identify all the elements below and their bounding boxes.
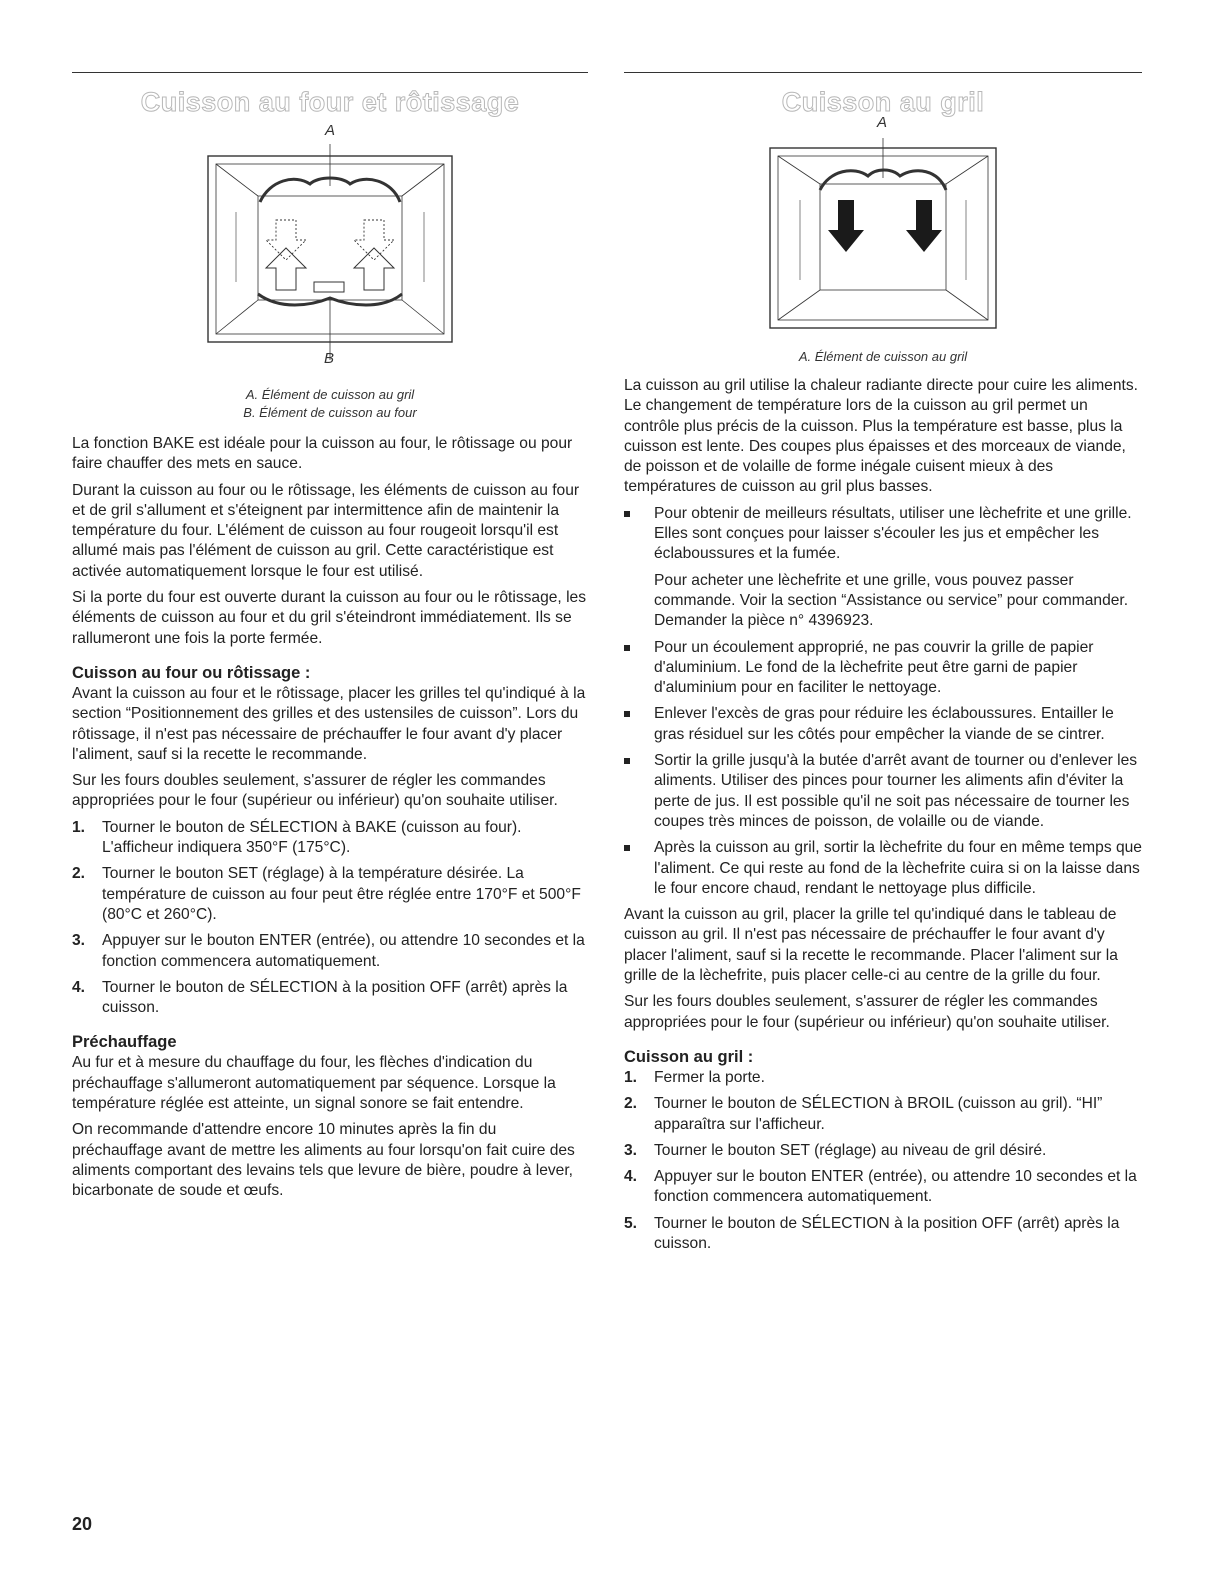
figure-label-b: B bbox=[324, 350, 335, 367]
intro-paragraph: Durant la cuisson au four ou le rôtissage, les éléments de cuisson au four et de gril s'allument et s'éteignent par intermittence afin de maintenir la température du four. L'élément de cuisson au four rougeoit lorsqu'il est allumé mais pas l'élément de cuisson au gril. Cette caractéristique est activée automatiquement lorsque le four est utilisé. bbox=[72, 481, 580, 580]
bullet-square-icon bbox=[624, 758, 630, 764]
step-text: Tourner le bouton de SÉLECTION à BAKE (cuisson au four). L'afficheur indiquera 350°F (175°C). bbox=[102, 818, 522, 857]
bullet-item bbox=[624, 638, 1142, 699]
broil-paragraph: Avant la cuisson au gril, placer la grille tel qu'indiqué dans le tableau de cuisson au gril. Il n'est pas nécessaire de préchauffer le four avant d'y placer l'aliment, sauf si la recette le recommande. Placer l'aliment sur la grille de la lèchefrite, puis placer celle-ci au centre de la grille du four. bbox=[624, 906, 1118, 985]
bullet-item bbox=[624, 504, 1142, 632]
broil-figure bbox=[758, 114, 1008, 342]
top-rule bbox=[624, 72, 1142, 73]
bullet-extra-text: Pour acheter une lèchefrite et une grille, vous pouvez passer commande. Voir la section “Assistance ou service” pour commander. Demander la pièce n° 4396923. bbox=[654, 571, 1129, 630]
figure-label-a: A bbox=[325, 122, 336, 139]
step-item bbox=[624, 1214, 1142, 1255]
step-text: Fermer la porte. bbox=[654, 1068, 765, 1086]
step-item bbox=[624, 1167, 1142, 1208]
step-text: Tourner le bouton de SÉLECTION à BROIL (cuisson au gril). “HI” apparaîtra sur l'afficheur. bbox=[654, 1095, 1103, 1133]
step-number: 5. bbox=[624, 1214, 638, 1232]
bullet-text: Sortir la grille jusqu'à la butée d'arrêt avant de tourner ou d'enlever les aliments. Utiliser des pinces pour tourner les aliments afin d'éviter la perte de jus. Il est possible qu'il ne soit pas nécessaire de tourner les coupes très minces de poisson, de volaille ou de viande. bbox=[654, 752, 1138, 830]
step-number: 2. bbox=[624, 1095, 638, 1113]
step-text: Appuyer sur le bouton ENTER (entrée), ou attendre 10 secondes et la fonction commencera automatiquement. bbox=[654, 1168, 1137, 1206]
section-title-bake: Cuisson au four et rôtissage bbox=[140, 87, 520, 117]
bullet-item bbox=[624, 704, 1142, 745]
bullet-square-icon bbox=[624, 511, 630, 517]
step-text: Tourner le bouton de SÉLECTION à la position OFF (arrêt) après la cuisson. bbox=[654, 1214, 1120, 1252]
step-number: 2. bbox=[72, 865, 86, 883]
preheat-heading: Préchauffage bbox=[72, 1033, 177, 1052]
caption-a: A. Élément de cuisson au gril bbox=[245, 387, 415, 402]
broil-steps bbox=[624, 1068, 1142, 1254]
bake-paragraph: Avant la cuisson au four et le rôtissage, placer les grilles tel qu'indiqué à la section “Positionnement des grilles et des ustensiles de cuisson”. Lors du rôtissage, il n'est pas nécessaire de préchauffer le four avant d'y placer l'aliment, sauf si la recette le recommande. bbox=[72, 684, 586, 763]
left-column bbox=[72, 72, 588, 1208]
bullet-item bbox=[624, 838, 1142, 899]
bake-heading: Cuisson au four ou rôtissage : bbox=[72, 663, 311, 682]
bullet-text: Pour un écoulement approprié, ne pas couvrir la grille de papier d'aluminium. Le fond de la lèchefrite peut être garni de papier d'aluminium pour en faciliter le nettoyage. bbox=[654, 638, 1094, 697]
step-item bbox=[624, 1141, 1142, 1161]
bake-steps bbox=[72, 818, 588, 1019]
bullet-square-icon bbox=[624, 645, 630, 651]
step-number: 4. bbox=[624, 1168, 638, 1186]
step-item bbox=[624, 1094, 1142, 1135]
oven-broil-diagram bbox=[758, 120, 1008, 342]
broil-heading: Cuisson au gril : bbox=[624, 1047, 754, 1066]
bullet-text: Enlever l'excès de gras pour réduire les éclaboussures. Entailler le gras résiduel sur les côtés pour empêcher la viande de se cintrer. bbox=[654, 705, 1114, 743]
bullet-text: Pour obtenir de meilleurs résultats, utiliser une lèchefrite et une grille. Elles sont conçues pour laisser s'écouler les jus et empêcher les éclaboussures et la fumée. bbox=[654, 504, 1132, 563]
broil-intro-paragraph: La cuisson au gril utilise la chaleur radiante directe pour cuire les aliments. Le changement de température lors de la cuisson au gril permet un contrôle plus précis de la cuisson. Plus la température est basse, plus la cuisson est lente. Des coupes plus épaisses et des morceaux de viande, de poisson et de volaille de forme inégale cuisent mieux à des températures de cuisson au gril plus basses. bbox=[624, 377, 1138, 496]
step-item bbox=[72, 864, 588, 925]
step-number: 4. bbox=[72, 978, 86, 996]
step-text: Tourner le bouton de SÉLECTION à la position OFF (arrêt) après la cuisson. bbox=[102, 978, 568, 1017]
step-number: 1. bbox=[624, 1068, 638, 1086]
intro-paragraph: La fonction BAKE est idéale pour la cuisson au four, le rôtissage ou pour faire chauffer des mets en sauce. bbox=[72, 435, 573, 473]
figure-label-a: A bbox=[877, 114, 888, 131]
broil-tips-list bbox=[624, 504, 1142, 899]
step-item bbox=[72, 931, 588, 972]
bake-figure bbox=[200, 122, 460, 372]
broil-paragraph: Sur les fours doubles seulement, s'assurer de régler les commandes appropriées pour le four (supérieur ou inférieur) qu'on souhaite utiliser. bbox=[624, 993, 1110, 1031]
section-title-broil: Cuisson au gril bbox=[781, 87, 985, 117]
bake-paragraph: Sur les fours doubles seulement, s'assurer de régler les commandes appropriées pour le four (supérieur ou inférieur) qu'on souhaite utiliser. bbox=[72, 772, 558, 810]
step-item bbox=[624, 1068, 1142, 1088]
bullet-item bbox=[624, 751, 1142, 832]
bullet-text: Après la cuisson au gril, sortir la lèchefrite du four en même temps que l'aliment. Ce qui reste au fond de la lèchefrite cuira si on la laisse dans le four encore chaud, rendant le nettoyage plus difficile. bbox=[654, 839, 1142, 897]
oven-bake-diagram bbox=[200, 122, 460, 372]
step-number: 3. bbox=[624, 1141, 638, 1159]
caption-a: A. Élément de cuisson au gril bbox=[798, 349, 968, 364]
top-rule bbox=[72, 72, 588, 73]
step-number: 3. bbox=[72, 932, 86, 950]
step-text: Tourner le bouton SET (réglage) au niveau de gril désiré. bbox=[654, 1141, 1047, 1159]
step-text: Tourner le bouton SET (réglage) à la température désirée. La température de cuisson au four peut être réglée entre 170°F et 500°F (80°C et 260°C). bbox=[102, 865, 581, 923]
step-number: 1. bbox=[72, 818, 86, 836]
step-item bbox=[72, 818, 588, 859]
bullet-square-icon bbox=[624, 711, 630, 717]
intro-paragraph: Si la porte du four est ouverte durant la cuisson au four ou le rôtissage, les éléments de cuisson au four et du gril s'éteindront immédiatement. Ils se rallumeront une fois la porte fermée. bbox=[72, 589, 587, 647]
step-text: Appuyer sur le bouton ENTER (entrée), ou attendre 10 secondes et la fonction commencera automatiquement. bbox=[102, 932, 585, 970]
preheat-paragraph: Au fur et à mesure du chauffage du four, les flèches d'indication du préchauffage s'allumeront automatiquement par séquence. Lorsque la température réglée est atteinte, un signal sonore se fait entendre. bbox=[72, 1054, 556, 1113]
bullet-square-icon bbox=[624, 845, 630, 851]
caption-b: B. Élément de cuisson au four bbox=[243, 405, 417, 420]
preheat-paragraph: On recommande d'attendre encore 10 minutes après la fin du préchauffage avant de mettre les aliments au four lorsqu'on fait cuire des aliments comportant des levains tels que levure de bière, poudre à lever, bicarbonate de soude et œufs. bbox=[72, 1121, 575, 1200]
step-item bbox=[72, 978, 588, 1019]
page-number: 20 bbox=[72, 1514, 93, 1534]
right-column bbox=[624, 72, 1142, 1260]
